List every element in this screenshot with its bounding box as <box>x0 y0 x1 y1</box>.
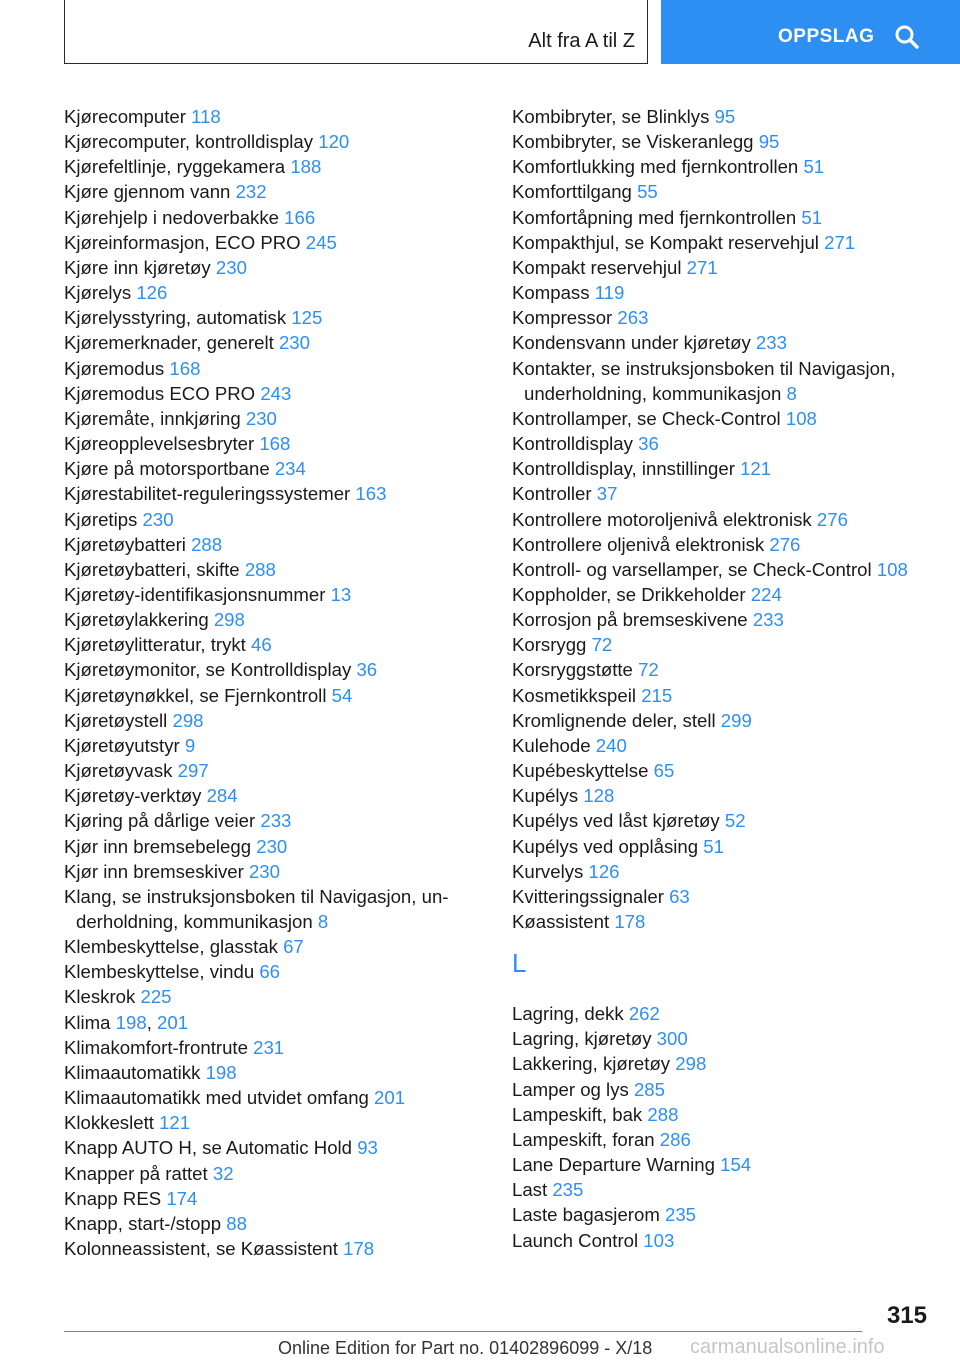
index-column-left <box>64 104 494 1261</box>
page-reference-link[interactable]: 168 <box>169 357 201 379</box>
index-entry <box>512 1051 942 1076</box>
page-reference-link[interactable]: 286 <box>659 1128 691 1150</box>
index-term: Kombibryter, se Blinklys <box>512 106 710 127</box>
index-entry: Klima 198, 201 <box>64 1011 189 1033</box>
page-reference-link[interactable]: 276 <box>769 533 801 555</box>
index-term: Kjøretøymonitor, se Kontrolldisplay <box>64 659 352 681</box>
page-reference-link[interactable]: 126 <box>136 282 168 304</box>
index-term: Kompressor <box>512 307 613 329</box>
index-term: Kjøre på motorsportbane <box>64 458 270 480</box>
index-entry <box>512 834 942 859</box>
index-entry <box>64 657 494 682</box>
page-reference-link[interactable]: 13 <box>330 583 352 605</box>
index-term: Klembeskyttelse, vindu <box>64 961 255 983</box>
page-reference-link[interactable]: 271 <box>824 231 856 253</box>
index-term: Kjøremodus ECO PRO <box>64 382 256 404</box>
page-reference-link[interactable]: 46 <box>251 634 272 656</box>
index-entry <box>512 129 942 154</box>
index-entry <box>64 104 494 129</box>
index-entry <box>64 1060 494 1085</box>
index-term: Klembeskyttelse, glasstak <box>64 936 278 958</box>
page-reference-link[interactable]: 54 <box>331 684 353 706</box>
index-entry <box>512 733 942 758</box>
index-term: Kjøretøystell <box>64 709 168 731</box>
index-term: Kontakter, se instruksjonsboken til Navigasjon, underholdning, kommunikasjon <box>512 357 896 404</box>
page-reference-link[interactable]: 95 <box>714 106 736 127</box>
index-entry <box>64 255 494 280</box>
page-reference-link[interactable]: 288 <box>191 533 223 555</box>
page-reference-link[interactable]: 271 <box>686 256 718 278</box>
index-entry <box>512 532 942 557</box>
index-term: Kromlignende deler, stell <box>512 709 716 731</box>
index-term: Kjørelysstyring, automatisk <box>64 307 287 329</box>
index-entry <box>512 507 942 532</box>
oppslag-tab[interactable] <box>661 0 960 64</box>
index-term: Last <box>512 1179 548 1201</box>
index-entry <box>64 129 494 154</box>
page-reference-link[interactable]: 72 <box>591 634 613 656</box>
page-reference-link[interactable]: 178 <box>343 1238 375 1260</box>
index-term: Kontrollere oljenivå elektronisk <box>512 533 765 555</box>
index-entry <box>512 456 942 481</box>
page-reference-link[interactable]: 66 <box>259 961 281 983</box>
index-entry <box>64 179 494 204</box>
index-term: Kontrolldisplay <box>512 433 633 455</box>
index-term: Kjøretøylitteratur, trykt <box>64 634 246 656</box>
index-term: Kvitteringssignaler <box>512 885 664 907</box>
index-term: Kjørestabilitet-reguleringssystemer <box>64 483 351 505</box>
index-entry <box>64 406 494 431</box>
page-reference-link[interactable]: 32 <box>212 1162 234 1184</box>
page-reference-link[interactable]: 198 <box>115 1011 147 1033</box>
index-entry <box>512 179 942 204</box>
index-term: Kupélys <box>512 785 579 807</box>
index-entry <box>512 1102 942 1127</box>
page-reference-link[interactable]: 201 <box>374 1087 406 1109</box>
index-entry <box>512 1026 942 1051</box>
index-term: Kontrollere motoroljenivå elektronisk <box>512 508 812 530</box>
page-reference-link[interactable]: 230 <box>142 508 174 530</box>
index-entry <box>64 859 494 884</box>
index-term: Korrosjon på bremseskivene <box>512 609 748 631</box>
index-term: Knapper på rattet <box>64 1162 208 1184</box>
index-entry <box>512 1127 942 1152</box>
footer-edition: Online Edition for Part no. 01402896099 - X/18 <box>278 1338 653 1358</box>
page-reference-link[interactable]: 298 <box>675 1053 707 1075</box>
footer-divider <box>64 1331 862 1332</box>
index-entry <box>64 683 494 708</box>
index-entry <box>512 431 942 456</box>
index-term: Kjøremodus <box>64 357 165 379</box>
page-reference-link[interactable]: 126 <box>588 860 620 882</box>
page-reference-link[interactable]: 215 <box>641 684 673 706</box>
index-entry <box>64 808 494 833</box>
index-term: Kontroll- og varsellamper, se Check-Control <box>512 558 872 580</box>
index-entry <box>64 154 494 179</box>
index-term: Kjørehjelp i nedoverbakke <box>64 206 279 228</box>
page-number: 315 <box>886 1302 927 1329</box>
page-reference-link[interactable]: 233 <box>755 332 787 354</box>
index-term: Kupélys ved opplåsing <box>512 835 699 857</box>
index-entry <box>512 481 942 506</box>
page-reference-link[interactable]: 65 <box>653 760 675 782</box>
index-term: Kjøretøybatteri <box>64 533 186 555</box>
index-entry <box>512 1152 942 1177</box>
index-entry <box>64 381 494 406</box>
index-entry <box>512 783 942 808</box>
index-term: Klimaautomatikk med utvidet omfang <box>64 1087 369 1109</box>
page-reference-link[interactable]: 154 <box>720 1154 752 1176</box>
index-entry <box>512 1001 942 1026</box>
index-entry <box>512 884 942 909</box>
index-column-right <box>512 104 942 1253</box>
page-reference-link[interactable]: 224 <box>750 583 782 605</box>
index-term: Klimaautomatikk <box>64 1061 201 1083</box>
index-term: Kontrollamper, se Check-Control <box>512 407 781 429</box>
index-entry <box>512 154 942 179</box>
index-entry <box>64 934 494 959</box>
index-entry <box>64 884 494 934</box>
header-box <box>64 0 648 64</box>
index-entry <box>64 959 494 984</box>
index-term: Kondensvann under kjøretøy <box>512 332 751 354</box>
index-term: Kjøring på dårlige veier <box>64 810 256 832</box>
index-entry <box>512 1228 942 1253</box>
page-reference-link[interactable]: 121 <box>159 1112 191 1134</box>
page-reference-link[interactable]: 233 <box>260 810 292 832</box>
index-term: Kjøreopplevelsesbryter <box>64 433 255 455</box>
index-term: Kompass <box>512 282 590 304</box>
page-reference-link[interactable]: 230 <box>248 860 280 882</box>
index-term: Kleskrok <box>64 986 136 1008</box>
page-reference-link[interactable]: 108 <box>785 407 817 429</box>
index-entry <box>64 280 494 305</box>
index-term: Klang, se instruksjonsboken til Navigasjon, un-derholdning, kommunikasjon <box>64 885 449 932</box>
index-entry <box>64 230 494 255</box>
index-term: Laste bagasjerom <box>512 1204 660 1226</box>
index-term: Kosmetikkspeil <box>512 684 637 706</box>
index-term: Kjørecomputer, kontrolldisplay <box>64 131 314 153</box>
index-term: Kjørelys <box>64 282 132 304</box>
index-term: Kjøretøy-verktøy <box>64 785 202 807</box>
index-term: Kjøretøyvask <box>64 760 173 782</box>
page-reference-link[interactable]: 67 <box>283 936 304 958</box>
page-reference-link[interactable]: 232 <box>235 181 267 203</box>
index-term: Kulehode <box>512 734 591 756</box>
index-term: Korsryggstøtte <box>512 659 633 681</box>
page-reference-link[interactable]: 234 <box>274 458 306 480</box>
watermark: carmanualsonline.info <box>690 1336 885 1358</box>
page-reference-link[interactable]: 119 <box>594 282 625 304</box>
page-reference-link[interactable]: 299 <box>720 709 752 731</box>
page-reference-link[interactable]: 230 <box>256 835 288 857</box>
index-entry <box>64 632 494 657</box>
index-entry <box>512 1202 942 1227</box>
index-entry <box>512 255 942 280</box>
page-reference-link[interactable]: 55 <box>637 181 658 203</box>
page-reference-link[interactable]: 198 <box>205 1061 237 1083</box>
index-term: Kombibryter, se Viskeranlegg <box>512 131 754 153</box>
page-reference-link[interactable]: 230 <box>245 407 277 429</box>
page-reference-link[interactable]: 285 <box>633 1078 665 1100</box>
index-entry <box>512 104 942 129</box>
index-entry <box>512 330 942 355</box>
index-term: Kurvelys <box>512 860 584 882</box>
index-term: Koppholder, se Drikkeholder <box>512 583 746 605</box>
page-reference-link[interactable]: 263 <box>617 307 649 329</box>
index-entry <box>64 431 494 456</box>
index-term: Kontroller <box>512 483 592 505</box>
index-entry <box>64 1236 494 1261</box>
index-term: Klimakomfort-frontrute <box>64 1036 248 1058</box>
oppslag-label: OPPSLAG <box>778 26 875 47</box>
page-reference-link[interactable]: 174 <box>166 1187 198 1209</box>
page-reference-link[interactable]: 52 <box>724 810 746 832</box>
index-term: Kjøre inn kjøretøy <box>64 256 211 278</box>
page-reference-link[interactable]: 168 <box>259 433 291 455</box>
index-term: Knapp AUTO H, se Automatic Hold <box>64 1137 353 1159</box>
index-term: Kontrolldisplay, innstillinger <box>512 458 735 480</box>
page-reference-link[interactable]: 120 <box>318 131 350 153</box>
index-term: Komfortåpning med fjernkontrollen <box>512 206 797 228</box>
page-reference-link[interactable]: 284 <box>206 785 238 807</box>
index-entry <box>512 1177 942 1202</box>
page-reference-link[interactable]: 128 <box>583 785 615 807</box>
section-letter: L <box>512 948 527 979</box>
page-reference-link[interactable]: 9 <box>184 734 196 756</box>
index-entry <box>64 481 494 506</box>
page-reference-link[interactable]: 36 <box>638 433 659 455</box>
index-entry <box>64 330 494 355</box>
index-term: Launch Control <box>512 1229 639 1251</box>
index-entry <box>512 632 942 657</box>
index-entry <box>512 909 942 934</box>
page-reference-link[interactable]: 51 <box>801 206 823 228</box>
page-reference-link[interactable]: 245 <box>305 231 337 253</box>
index-entry <box>64 1110 494 1135</box>
index-term: Kjøretips <box>64 508 138 530</box>
index-entry <box>512 305 942 330</box>
index-term: Komfortlukking med fjernkontrollen <box>512 156 799 178</box>
index-entry <box>64 356 494 381</box>
index-term: Kjøre gjennom vann <box>64 181 231 203</box>
index-entry <box>64 582 494 607</box>
index-entry <box>64 532 494 557</box>
index-entry <box>512 356 942 406</box>
index-entry <box>64 758 494 783</box>
page-reference-link[interactable]: 88 <box>226 1212 247 1234</box>
index-entry <box>512 708 942 733</box>
page-reference-link[interactable]: 233 <box>752 609 784 631</box>
index-term: Kupélys ved låst kjøretøy <box>512 810 720 832</box>
page-reference-link[interactable]: 230 <box>215 256 247 278</box>
index-entry <box>64 1186 494 1211</box>
index-entry <box>64 607 494 632</box>
index-term: Knapp, start-/stopp <box>64 1212 222 1234</box>
index-entry <box>64 305 494 330</box>
index-entry <box>64 557 494 582</box>
index-term: Kjøretøy-identifikasjonsnummer <box>64 583 326 605</box>
page-reference-link[interactable]: 166 <box>284 206 316 228</box>
index-term: Kjør inn bremseskiver <box>64 860 244 882</box>
index-entry <box>512 582 942 607</box>
index-term: Køassistent <box>512 911 610 932</box>
index-entry <box>512 205 942 230</box>
page-reference-link[interactable]: 188 <box>290 156 322 178</box>
index-term: Lampeskift, foran <box>512 1128 655 1150</box>
index-term: Lagring, dekk <box>512 1003 624 1025</box>
index-entry <box>64 456 494 481</box>
index-term: Klima <box>64 1011 111 1033</box>
index-term: Kolonneassistent, se Køassistent <box>64 1238 338 1260</box>
index-entry <box>64 507 494 532</box>
index-term: Kupébeskyttelse <box>512 760 649 782</box>
page-reference-link[interactable]: 178 <box>614 911 646 932</box>
page-reference-link[interactable]: 298 <box>213 609 245 631</box>
index-entry <box>512 683 942 708</box>
index-entry <box>64 1161 494 1186</box>
index-entry <box>512 1077 942 1102</box>
index-term: Lampeskift, bak <box>512 1103 643 1125</box>
index-term: Klokkeslett <box>64 1112 154 1134</box>
index-entry <box>64 708 494 733</box>
search-icon[interactable] <box>894 24 920 50</box>
index-term: Kjøremåte, innkjøring <box>64 407 241 429</box>
index-entry <box>512 657 942 682</box>
index-entry <box>512 230 942 255</box>
index-term: Lamper og lys <box>512 1078 629 1100</box>
page-reference-link[interactable]: 231 <box>253 1036 285 1058</box>
index-term: Komforttilgang <box>512 181 632 203</box>
page-reference-link[interactable]: 8 <box>786 382 797 404</box>
page-reference-link[interactable]: 288 <box>244 558 276 580</box>
index-entry <box>64 783 494 808</box>
index-term: Kompakthjul, se Kompakt reservehjul <box>512 231 819 253</box>
page-reference-link[interactable]: 225 <box>140 986 172 1008</box>
page-reference-link[interactable]: 276 <box>816 508 848 530</box>
index-entry <box>64 733 494 758</box>
page-reference-link[interactable]: 108 <box>876 558 908 580</box>
page-reference-link[interactable]: 298 <box>172 709 204 731</box>
index-entry <box>64 984 494 1009</box>
index-term: Kjøretøylakkering <box>64 609 209 631</box>
page-reference-link[interactable]: 235 <box>664 1204 697 1226</box>
page-reference-link[interactable]: 288 <box>647 1103 679 1125</box>
page-reference-link[interactable]: 201 <box>157 1011 189 1033</box>
page-reference-link[interactable]: 72 <box>638 659 659 681</box>
index-term: Kjøreinformasjon, ECO PRO <box>64 231 301 253</box>
page-reference-link[interactable]: 240 <box>595 734 627 756</box>
index-term: Kompakt reservehjul <box>512 256 682 278</box>
index-term: Kjør inn bremsebelegg <box>64 835 252 857</box>
index-entry <box>64 205 494 230</box>
index-entry <box>512 406 942 431</box>
index-entry <box>64 1035 494 1060</box>
index-entry <box>512 808 942 833</box>
index-entry <box>512 607 942 632</box>
page-reference-link[interactable]: 51 <box>803 156 825 178</box>
page-reference-link[interactable]: 243 <box>260 382 292 404</box>
index-entry <box>64 1135 494 1160</box>
page-reference-link[interactable]: 125 <box>291 307 323 329</box>
index-entry <box>512 859 942 884</box>
page-reference-link[interactable]: 37 <box>596 483 618 505</box>
index-term: Lane Departure Warning <box>512 1154 715 1176</box>
index-term: Knapp RES <box>64 1187 162 1209</box>
page-reference-link[interactable]: 163 <box>355 483 387 505</box>
page-reference-link[interactable]: 51 <box>703 835 724 857</box>
index-entry <box>512 758 942 783</box>
index-term: Kjøretøyutstyr <box>64 734 180 756</box>
page-reference-link[interactable]: 121 <box>740 458 772 480</box>
page-reference-link[interactable]: 235 <box>552 1179 584 1201</box>
index-term: Kjørecomputer <box>64 106 186 127</box>
index-entry <box>512 280 942 305</box>
page-reference-link[interactable]: 95 <box>758 131 780 153</box>
index-entry <box>64 834 494 859</box>
index-term: Kjøretøybatteri, skifte <box>64 558 240 580</box>
index-term: Lakkering, kjøretøy <box>512 1053 671 1075</box>
page-reference-link[interactable]: 230 <box>278 332 310 354</box>
page-reference-link[interactable]: 8 <box>317 911 329 932</box>
page-reference-link[interactable]: 262 <box>628 1003 660 1025</box>
page-reference-link[interactable]: 36 <box>356 659 378 681</box>
page-reference-link[interactable]: 93 <box>357 1137 378 1159</box>
index-entry <box>64 1085 494 1110</box>
index-term: Kjørefeltlinje, ryggekamera <box>64 156 286 178</box>
index-term: Kjøremerknader, generelt <box>64 332 274 354</box>
page-reference-link[interactable]: 300 <box>656 1028 688 1050</box>
index-entry <box>512 557 942 582</box>
section-title: Alt fra A til Z <box>528 30 635 52</box>
index-entry <box>64 1211 494 1236</box>
page-reference-link[interactable]: 118 <box>191 106 221 127</box>
index-term: Kjøretøynøkkel, se Fjernkontroll <box>64 684 327 706</box>
page-reference-link[interactable]: 103 <box>643 1229 675 1251</box>
index-term: Korsrygg <box>512 634 587 656</box>
page-reference-link[interactable]: 297 <box>177 760 209 782</box>
index-term: Lagring, kjøretøy <box>512 1028 652 1050</box>
page-reference-link[interactable]: 63 <box>669 885 690 907</box>
